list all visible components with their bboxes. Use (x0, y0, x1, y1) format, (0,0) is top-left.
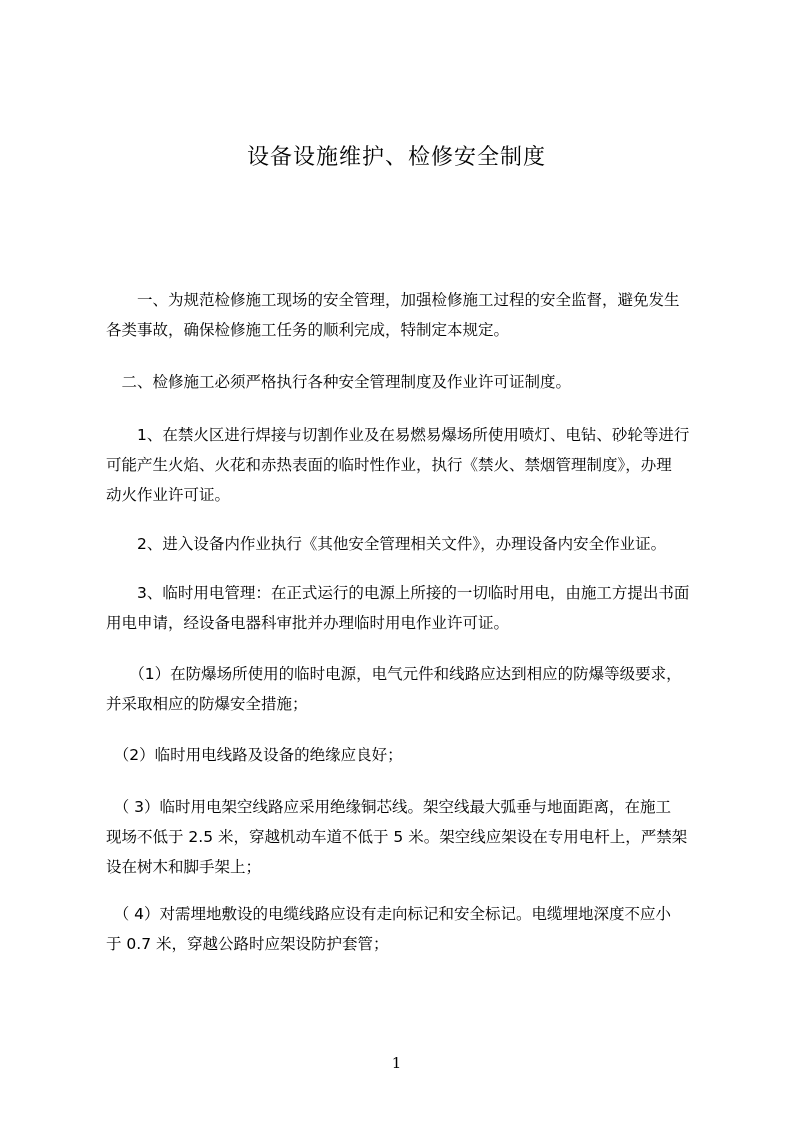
paragraph-line: 1、在禁火区进行焊接与切割作业及在易燃易爆场所使用喷灯、电钻、砂轮等进行 (106, 426, 690, 444)
document-title: 设备设施维护、检修安全制度 (246, 145, 546, 170)
paragraph-line: 2、进入设备内作业执行《其他安全管理相关文件》，办理设备内安全作业证。 (106, 535, 667, 553)
paragraph-line: 并采取相应的防爆安全措施； (106, 695, 308, 713)
paragraph-confined-space (106, 529, 716, 559)
paragraph-line: 于 0.7 米，穿越公路时应架设防护套管； (106, 935, 389, 953)
paragraph-line: 各类事故，确保检修施工任务的顺利完成，特制定本规定。 (106, 321, 510, 339)
paragraph-line: 现场不低于 2.5 米，穿越机动车道不低于 5 米。架空线应架设在专用电杆上，严禁架 (106, 828, 688, 846)
paragraph-permit-system (106, 367, 716, 397)
paragraph-line: （ 3）临时用电架空线路应采用绝缘铜芯线。架空线最大弧垂与地面距离，在施工 (106, 798, 672, 816)
paragraph-line: 动火作业许可证。 (106, 486, 231, 504)
paragraph-line: （2）临时用电线路及设备的绝缘应良好； (106, 746, 403, 764)
paragraph-insulation (106, 740, 716, 770)
page-number: 1 (391, 1054, 402, 1072)
paragraph-line: 设在树木和脚手架上； (106, 858, 262, 876)
paragraph-line: 可能产生火焰、火花和赤热表面的临时性作业，执行《禁火、禁烟管理制度》，办理 (106, 456, 672, 474)
paragraph-buried-cables (106, 899, 716, 959)
paragraph-line: 二、检修施工必须严格执行各种安全管理制度及作业许可证制度。 (106, 373, 572, 391)
paragraph-overhead-lines (106, 792, 716, 882)
paragraph-temporary-power (106, 578, 716, 638)
paragraph-purpose (106, 285, 716, 345)
paragraph-line: 一、为规范检修施工现场的安全管理，加强检修施工过程的安全监督，避免发生 (106, 291, 680, 309)
paragraph-hot-work (106, 420, 716, 510)
paragraph-line: 3、临时用电管理：在正式运行的电源上所接的一切临时用电，由施工方提出书面 (106, 584, 690, 602)
paragraph-line: （1）在防爆场所使用的临时电源，电气元件和线路应达到相应的防爆等级要求， (106, 665, 682, 683)
paragraph-explosion-proof (106, 659, 716, 719)
paragraph-line: （ 4）对需埋地敷设的电缆线路应设有走向标记和安全标记。电缆埋地深度不应小 (106, 905, 672, 923)
paragraph-line: 用电申请，经设备电器科审批并办理临时用电作业许可证。 (106, 614, 510, 632)
